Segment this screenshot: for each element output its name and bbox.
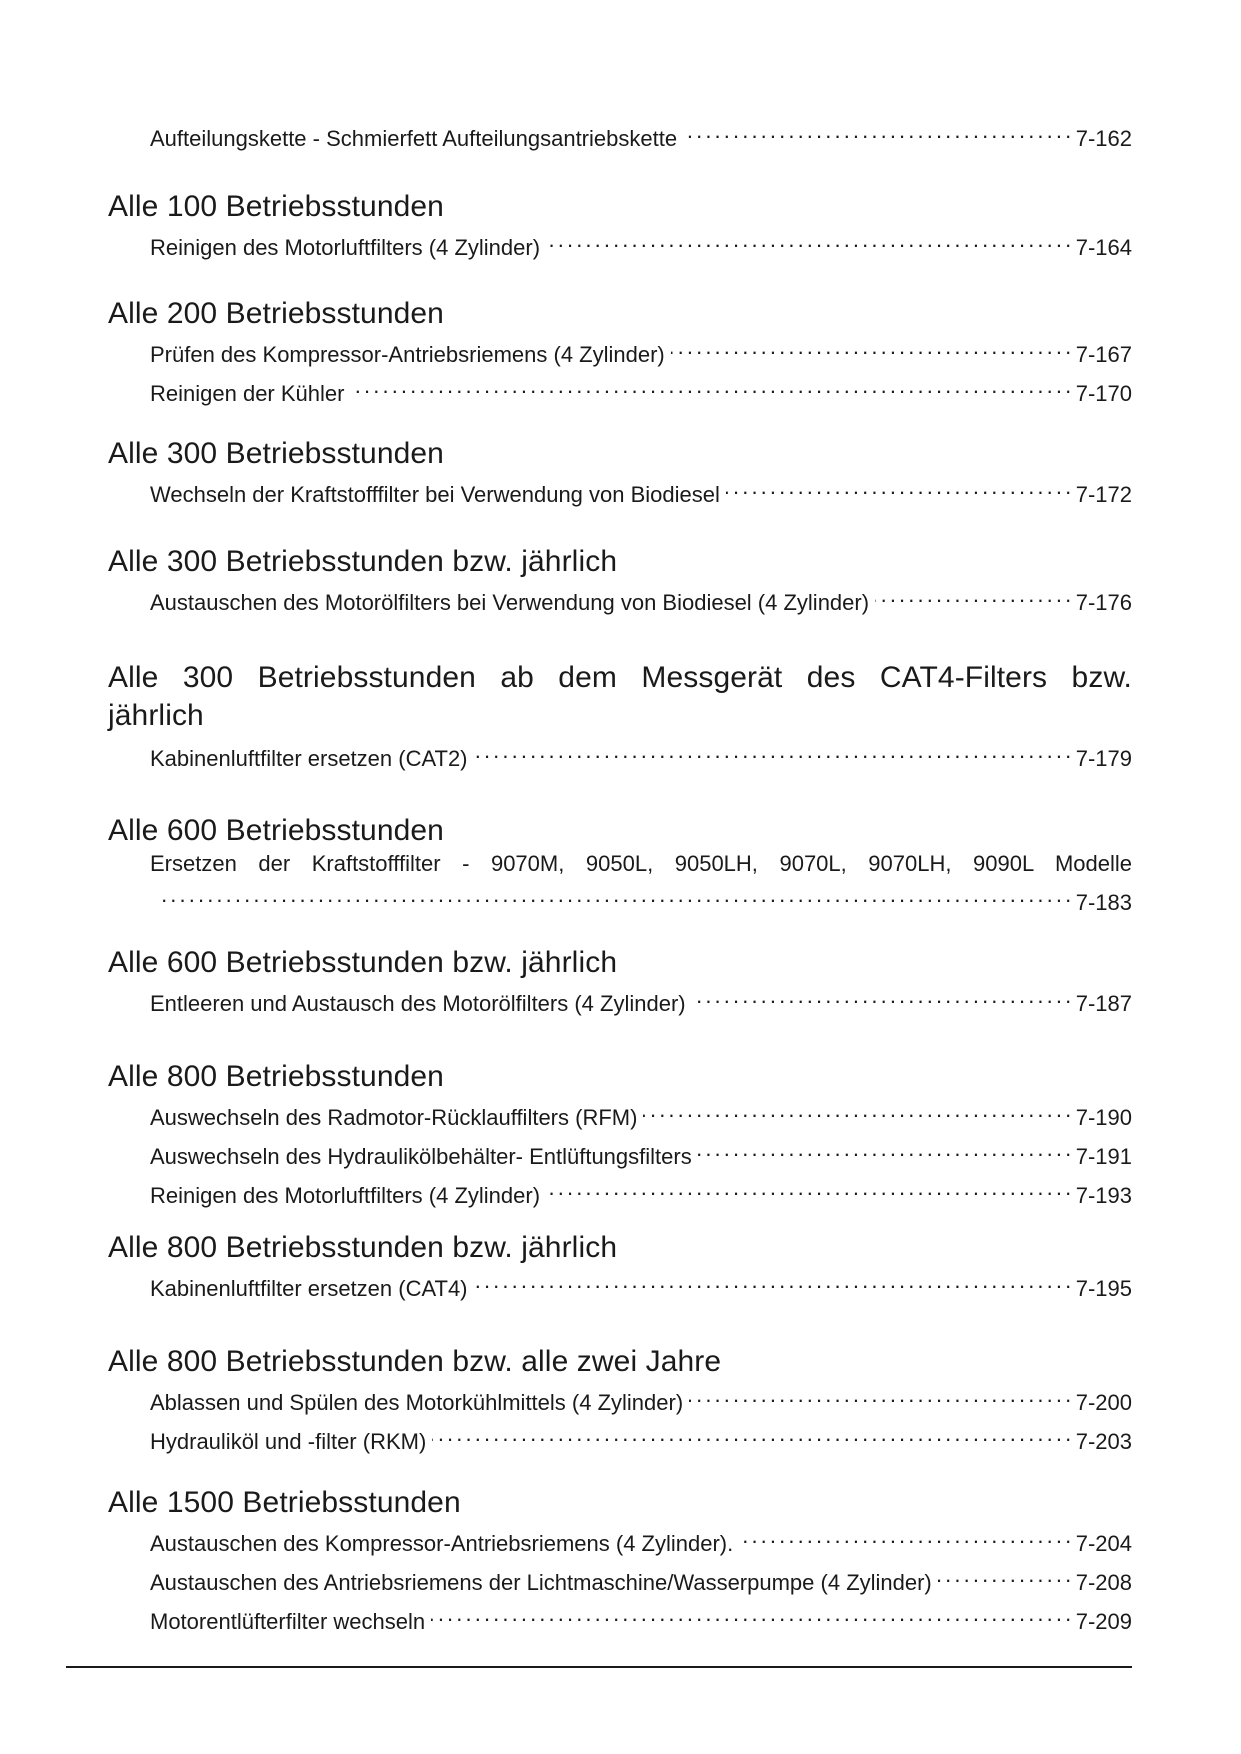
toc-entry-leader-line	[150, 879, 1132, 918]
section-heading: Alle 1500 Betriebsstunden	[108, 1486, 461, 1519]
toc-entry-text: Reinigen der Kühler	[150, 381, 345, 406]
toc-entries	[108, 471, 1132, 510]
toc-entries	[108, 1520, 1132, 1637]
section-heading: Alle 800 Betriebsstunden bzw. jährlich	[108, 1231, 618, 1264]
toc-section	[108, 946, 1132, 1019]
toc-section	[108, 659, 1132, 774]
toc-entry[interactable]	[150, 471, 1132, 510]
dot-leader	[474, 735, 1070, 766]
toc-entry-page: 7-183	[1075, 890, 1132, 915]
dot-leader	[739, 1520, 1069, 1551]
dot-leader	[689, 1379, 1070, 1410]
toc-section	[108, 1345, 1132, 1457]
toc-entry-text: Auswechseln des Hydraulikölbehälter- Entlüftungsfilters	[150, 1144, 692, 1169]
toc-entry-text: Ersetzen der Kraftstofffilter - 9070M, 9050L, 9050LH, 9070L, 9070LH, 9090L Modelle	[150, 851, 1132, 876]
dot-leader	[431, 1598, 1070, 1629]
toc-entry[interactable]	[150, 1520, 1132, 1559]
toc-entry-page: 7-195	[1075, 1276, 1132, 1301]
toc-section	[108, 1486, 1132, 1637]
toc-entry-text: Kabinenluftfilter ersetzen (CAT4)	[150, 1276, 468, 1301]
toc-section	[108, 814, 1132, 918]
toc-entry-text: Auswechseln des Radmotor-Rücklauffilters (RFM)	[150, 1105, 638, 1130]
toc-entry-text: Motorentlüfterfilter wechseln	[150, 1609, 426, 1634]
dot-leader	[683, 115, 1070, 146]
toc-section	[108, 115, 1132, 154]
toc-entry-text: Reinigen des Motorluftfilters (4 Zylinder)	[150, 235, 541, 260]
toc-entry[interactable]	[150, 579, 1132, 618]
section-heading: Alle 600 Betriebsstunden	[108, 814, 444, 847]
toc-entry[interactable]	[150, 1418, 1132, 1457]
toc-entries	[108, 579, 1132, 618]
toc-entry-page: 7-203	[1075, 1429, 1132, 1454]
toc-entry[interactable]	[150, 331, 1132, 370]
toc-entry-page: 7-200	[1075, 1390, 1132, 1415]
toc-entry-text: Prüfen des Kompressor-Antriebsriemens (4 Zylinder)	[150, 342, 665, 367]
toc-section	[108, 437, 1132, 510]
toc-entry-text: Hydrauliköl und -filter (RKM)	[150, 1429, 427, 1454]
toc-entry-page: 7-204	[1075, 1531, 1132, 1556]
toc-entry-text: Kabinenluftfilter ersetzen (CAT2)	[150, 746, 468, 771]
section-heading: Alle 800 Betriebsstunden	[108, 1060, 444, 1093]
section-heading: Alle 200 Betriebsstunden	[108, 297, 444, 330]
toc-entry-text: Reinigen des Motorluftfilters (4 Zylinder)	[150, 1183, 541, 1208]
toc-section	[108, 545, 1132, 618]
dot-leader	[875, 579, 1070, 610]
dot-leader	[692, 980, 1070, 1011]
section-heading: Alle 300 Betriebsstunden bzw. jährlich	[108, 545, 618, 578]
toc-entries	[108, 735, 1132, 774]
toc-entry[interactable]	[150, 1094, 1132, 1133]
toc-entry-text: Wechseln der Kraftstofffilter bei Verwendung von Biodiesel	[150, 482, 720, 507]
toc-entry[interactable]	[150, 1379, 1132, 1418]
dot-leader	[474, 1265, 1070, 1296]
toc-entry[interactable]	[150, 1172, 1132, 1211]
dot-leader	[546, 224, 1070, 255]
toc-entry[interactable]	[150, 224, 1132, 263]
dot-leader	[671, 331, 1070, 362]
toc-entry[interactable]	[150, 115, 1132, 154]
toc-entries	[108, 1265, 1132, 1304]
toc-entry[interactable]	[150, 370, 1132, 409]
toc-entry[interactable]	[150, 980, 1132, 1019]
toc-entry[interactable]	[150, 1133, 1132, 1172]
dot-leader	[432, 1418, 1069, 1449]
toc-entry-text: Ablassen und Spülen des Motorkühlmittels (4 Zylinder)	[150, 1390, 684, 1415]
toc-entry[interactable]	[150, 1559, 1132, 1598]
toc-entry[interactable]	[150, 1598, 1132, 1637]
section-heading: Alle 300 Betriebsstunden	[108, 437, 444, 470]
toc-section	[108, 190, 1132, 263]
toc-entry-page: 7-167	[1075, 342, 1132, 367]
toc-entry-page: 7-193	[1075, 1183, 1132, 1208]
toc-section	[108, 297, 1132, 409]
toc-entry-text: Austauschen des Motorölfilters bei Verwendung von Biodiesel (4 Zylinder)	[150, 590, 870, 615]
dot-leader	[938, 1559, 1070, 1590]
toc-entries	[108, 1379, 1132, 1457]
toc-entry[interactable]	[150, 1265, 1132, 1304]
footer-rule	[66, 1666, 1132, 1668]
dot-leader	[158, 879, 1070, 910]
toc-entries	[108, 1094, 1132, 1211]
toc-entry[interactable]	[150, 848, 1132, 918]
toc-entry-page: 7-190	[1075, 1105, 1132, 1130]
toc-entry-page: 7-191	[1075, 1144, 1132, 1169]
toc-entries	[108, 980, 1132, 1019]
toc-entry-page: 7-179	[1075, 746, 1132, 771]
toc-entries	[108, 331, 1132, 409]
toc-entry-page: 7-208	[1075, 1570, 1132, 1595]
toc-entry-page: 7-164	[1075, 235, 1132, 260]
toc-entry-text: Aufteilungskette - Schmierfett Aufteilungsantriebskette	[150, 126, 678, 151]
toc-entry-text: Austauschen des Kompressor-Antriebsriemens (4 Zylinder).	[150, 1531, 734, 1556]
toc-entry[interactable]	[150, 735, 1132, 774]
section-heading: Alle 600 Betriebsstunden bzw. jährlich	[108, 946, 618, 979]
dot-leader	[643, 1094, 1069, 1125]
toc-entries	[108, 115, 1132, 154]
section-heading: Alle 300 Betriebsstunden ab dem Messgerät des CAT4-Filters bzw. jährlich	[108, 661, 1132, 732]
toc-entry-page: 7-187	[1075, 991, 1132, 1016]
toc-section	[108, 1231, 1132, 1304]
dot-leader	[698, 1133, 1070, 1164]
dot-leader	[726, 471, 1070, 502]
section-heading: Alle 100 Betriebsstunden	[108, 190, 444, 223]
toc-entry-page: 7-209	[1075, 1609, 1132, 1634]
toc-section	[108, 1060, 1132, 1211]
toc-entry-page: 7-162	[1075, 126, 1132, 151]
toc-entry-page: 7-170	[1075, 381, 1132, 406]
toc-entries	[108, 224, 1132, 263]
dot-leader	[546, 1172, 1070, 1203]
toc-entry-text: Austauschen des Antriebsriemens der Lichtmaschine/Wasserpumpe (4 Zylinder)	[150, 1570, 932, 1595]
dot-leader	[350, 370, 1069, 401]
toc-entry-text: Entleeren und Austausch des Motorölfilters (4 Zylinder)	[150, 991, 686, 1016]
section-heading: Alle 800 Betriebsstunden bzw. alle zwei Jahre	[108, 1345, 722, 1378]
toc-entry-page: 7-172	[1075, 482, 1132, 507]
toc-entry-page: 7-176	[1075, 590, 1132, 615]
